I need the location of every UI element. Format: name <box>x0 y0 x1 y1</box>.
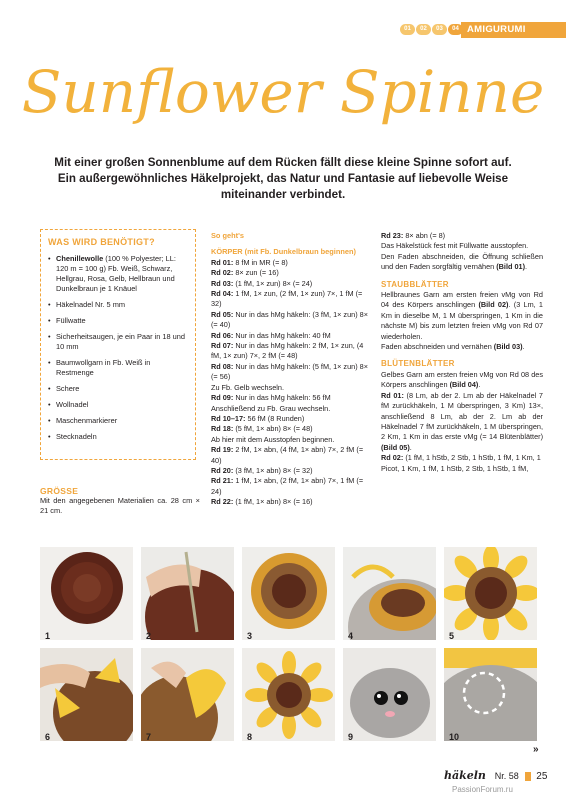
page-title <box>0 42 566 132</box>
size-heading: GRÖSSE <box>40 486 79 496</box>
round-text: Ab hier mit dem Ausstopfen beginnen. <box>211 434 335 444</box>
materials-heading: WAS WIRD BENÖTIGT? <box>48 237 155 247</box>
size-text: Mit den angegebenen Materialien ca. 28 cm × 21 cm. <box>40 496 200 515</box>
round-label: Rd 23: <box>381 231 404 240</box>
round-text: (1 fM, 1× zun) 8× (= 24) <box>233 278 313 288</box>
material-item: • Schere <box>48 384 189 394</box>
punct: . <box>525 262 528 272</box>
round-label: Rd 02: <box>211 268 234 278</box>
body-round-row <box>211 497 370 507</box>
photo-number: 6 <box>45 732 51 742</box>
body-round-row <box>211 414 370 424</box>
photo-07 <box>141 648 234 741</box>
body-rows <box>211 258 370 508</box>
photo-number: 7 <box>146 732 152 742</box>
material-item: • Stecknadeln <box>48 432 189 442</box>
photo-04 <box>343 547 436 640</box>
stamens-text <box>381 290 543 342</box>
stamens-finish <box>381 342 543 352</box>
material-item: • Wollnadel <box>48 400 189 410</box>
round-label: Rd 01: <box>381 390 404 400</box>
section-tab-dots <box>400 24 463 35</box>
photo-number: 10 <box>449 732 460 742</box>
materials-box <box>40 229 196 460</box>
round-text: 1 fM, 1× abn, (2 fM, 1× abn) 7×, 1 fM (= 24) <box>211 476 364 496</box>
category-label: AMIGURUMI <box>461 22 566 38</box>
body-round-row <box>211 466 370 476</box>
round-text: Nur in das hMg häkeln: 40 fM <box>233 330 331 340</box>
page-number: 25 <box>536 771 548 782</box>
section-heading-body: KÖRPER (mit Fb. Dunkelbraun beginnen) <box>211 247 356 257</box>
round-text: (5 fM, 1× abn) 8× (= 48) <box>233 424 313 434</box>
round-label: Rd 01: <box>211 257 234 267</box>
tab-dot-01: 01 <box>400 24 415 35</box>
material-item <box>48 254 189 294</box>
magazine-brand: häkeln <box>444 769 486 782</box>
round-text: (8 Lm, ab der 2. Lm ab der Häkelnadel 7 fM zurückhäkeln, 1 M überspringen, 3 Km) 13×, anschließend 8 Lm, ab der 2. Lm ab der Häkelnadel 7 fM zurückhäkeln, 1 M überspringen, 2 Km, 1 Km in das erste vMg (= 14 Blütenblätter) <box>381 390 543 442</box>
body-round-row <box>211 424 370 434</box>
photo-number: 8 <box>247 732 253 742</box>
photo-ref: (Bild 05) <box>381 442 410 452</box>
round-text: 56 fM (8 Runden) <box>245 413 305 423</box>
round-label: Rd 02: <box>381 453 404 463</box>
round-label: Rd 09: <box>211 393 234 403</box>
body-round-row <box>211 445 370 466</box>
issue-number: Nr. 58 <box>494 771 519 781</box>
punct: . <box>522 342 525 352</box>
round-text: 8× zun (= 16) <box>233 268 279 278</box>
round-label: Rd 04: <box>211 289 234 299</box>
photo-number: 5 <box>449 631 455 641</box>
photo-10 <box>444 648 537 741</box>
material-item: • Häkelnadel Nr. 5 mm <box>48 300 189 310</box>
round-text: Nur in das hMg häkeln: 2 fM, 1× zun, (4 fM, 1× zun) 7×, 2 fM (= 48) <box>211 341 364 361</box>
photo-05 <box>444 547 537 640</box>
body-round-row <box>211 341 370 362</box>
photo-09 <box>343 648 436 741</box>
body-round-row <box>211 476 370 497</box>
title-text: Sunflower Spinne <box>21 58 545 126</box>
photo-02 <box>141 547 234 640</box>
material-item: • Füllwatte <box>48 316 189 326</box>
stamens-heading: STAUBBLÄTTER <box>381 279 449 289</box>
petals-heading: BLÜTENBLÄTTER <box>381 359 455 369</box>
petals-start-text: Gelbes Garn am ersten freien vMg von Rd 08 des Körpers anschlingen <box>381 369 543 390</box>
round-23 <box>381 231 543 241</box>
round-text: 8× abn (= 8) <box>403 231 446 240</box>
stuff-text: Das Häkelstück fest mit Füllwatte ausstopfen. <box>381 241 529 251</box>
round-text: 2 fM, 1× abn, (4 fM, 1× abn) 7×, 2 fM (= 40) <box>211 445 364 465</box>
photo-06 <box>40 648 133 741</box>
photo-ref: (Bild 01) <box>496 262 526 272</box>
round-text: Anschließend zu Fb. Grau wechseln. <box>211 403 331 413</box>
body-round-row <box>211 289 370 310</box>
continue-arrow: » <box>533 744 539 755</box>
photo-number: 3 <box>247 631 253 641</box>
tab-dot-03: 03 <box>432 24 447 35</box>
round-text: Nur in das hMg häkeln: (5 fM, 1× zun) 8× (= 56) <box>211 361 368 382</box>
photo-ref: (Bild 03) <box>493 342 523 352</box>
photo-number: 2 <box>146 631 152 641</box>
round-text: Nur in das hMg häkeln: 56 fM <box>233 393 331 403</box>
body-round-row <box>211 393 370 403</box>
photo-01 <box>40 547 133 640</box>
round-label: Rd 10–17: <box>211 413 246 423</box>
round-label: Rd 18: <box>211 424 234 434</box>
page-footer <box>444 769 547 782</box>
body-round-row <box>211 258 370 268</box>
instructions-column-body <box>211 231 370 508</box>
body-round-row <box>211 279 370 289</box>
stamens-text-c: . (3 Lm, 1 Km in dieselbe M, 1 M überspringen, 1 Km in die nächste M) bis zum letzten freien vMg von Rd 07 wiederholen. <box>381 300 543 341</box>
material-item: • Baumwollgarn in Fb. Weiß in Restmenge <box>48 358 189 378</box>
round-label: Rd 22: <box>211 497 234 507</box>
round-label: Rd 19: <box>211 445 234 455</box>
close-text <box>381 252 543 273</box>
round-label: Rd 08: <box>211 361 234 371</box>
material-item-bold: Chenillewolle <box>56 254 104 263</box>
body-round-row <box>211 362 370 383</box>
close-text-a: Den Faden abschneiden, die Öffnung schließen und den Faden sorgfältig vernähen <box>381 251 543 272</box>
round-text: 1 fM, 1× zun, (2 fM, 1× zun) 7×, 1 fM (= 32) <box>211 289 363 309</box>
body-round-row <box>211 435 370 445</box>
photo-ref: (Bild 02) <box>478 300 509 310</box>
round-text: Nur in das hMg häkeln: (3 fM, 1× zun) 8× (= 40) <box>211 309 368 330</box>
watermark: PassionForum.ru <box>452 785 513 794</box>
material-item-rest: (100 % Polyester; LL: 120 m = 100 g) Fb. Weiß, Schwarz, Hellgrau, Rosa, Gelb, Hellbraun und Dunkelbraun je 1 Knäuel <box>56 254 176 293</box>
round-label: Rd 20: <box>211 465 234 475</box>
photo-number: 4 <box>348 631 354 641</box>
intro-line-2: Ein außergewöhnliches Häkelprojekt, das Natur und Fantasie auf liebevolle Weise <box>57 172 509 185</box>
round-text: (1 fM, 1 hStb, 2 Stb, 1 hStb, 1 fM, 1 Km, 1 Picot, 1 Km, 1 fM, 1 hStb, 2 Stb, 1 hStb, 1 fM, <box>381 453 541 473</box>
petals-start <box>381 370 543 391</box>
round-label: Rd 03: <box>211 278 234 288</box>
petals-round-01 <box>381 391 543 453</box>
photo-ref: (Bild 04) <box>449 380 479 390</box>
photo-number: 1 <box>45 631 51 641</box>
photo-03 <box>242 547 335 640</box>
body-round-row <box>211 404 370 414</box>
round-label: Rd 06: <box>211 330 234 340</box>
body-round-row <box>211 310 370 331</box>
round-label: Rd 21: <box>211 476 234 486</box>
intro-line-1: Mit einer großen Sonnenblume auf dem Rücken fällt diese kleine Spinne sofort auf. <box>54 156 512 169</box>
stamens-text-a: Hellbraunes Garn am ersten freien vMg von Rd 04 des Körpers anschlingen <box>381 290 543 310</box>
material-item: • Sicherheitsaugen, je ein Paar in 18 und 10 mm <box>48 332 189 352</box>
intro-text <box>40 155 526 203</box>
punct: . <box>478 380 481 390</box>
round-text: (1 fM, 1× abn) 8× (= 16) <box>233 497 313 507</box>
petals-round-02 <box>381 453 543 474</box>
round-text: (3 fM, 1× abn) 8× (= 32) <box>233 465 313 475</box>
round-label: Rd 07: <box>211 341 234 351</box>
round-text: Zu Fb. Gelb wechseln. <box>211 382 285 392</box>
material-item: • Maschenmarkierer <box>48 416 189 426</box>
tab-dot-04: 04 <box>448 24 463 35</box>
instructions-subtitle: So geht's <box>211 231 244 240</box>
body-round-row <box>211 268 370 278</box>
body-round-row <box>211 331 370 341</box>
instructions-column-petals <box>381 231 543 474</box>
round-text: 8 fM in MR (= 8) <box>233 257 288 267</box>
body-round-row <box>211 383 370 393</box>
punct: . <box>409 442 412 452</box>
tab-dot-02: 02 <box>416 24 431 35</box>
footer-divider <box>525 772 531 781</box>
photo-08 <box>242 648 335 741</box>
intro-line-3: miteinander verbindet. <box>220 188 346 201</box>
stamens-finish-text: Faden abschneiden und vernähen <box>381 342 494 352</box>
round-label: Rd 05: <box>211 309 234 319</box>
photo-number: 9 <box>348 732 354 742</box>
